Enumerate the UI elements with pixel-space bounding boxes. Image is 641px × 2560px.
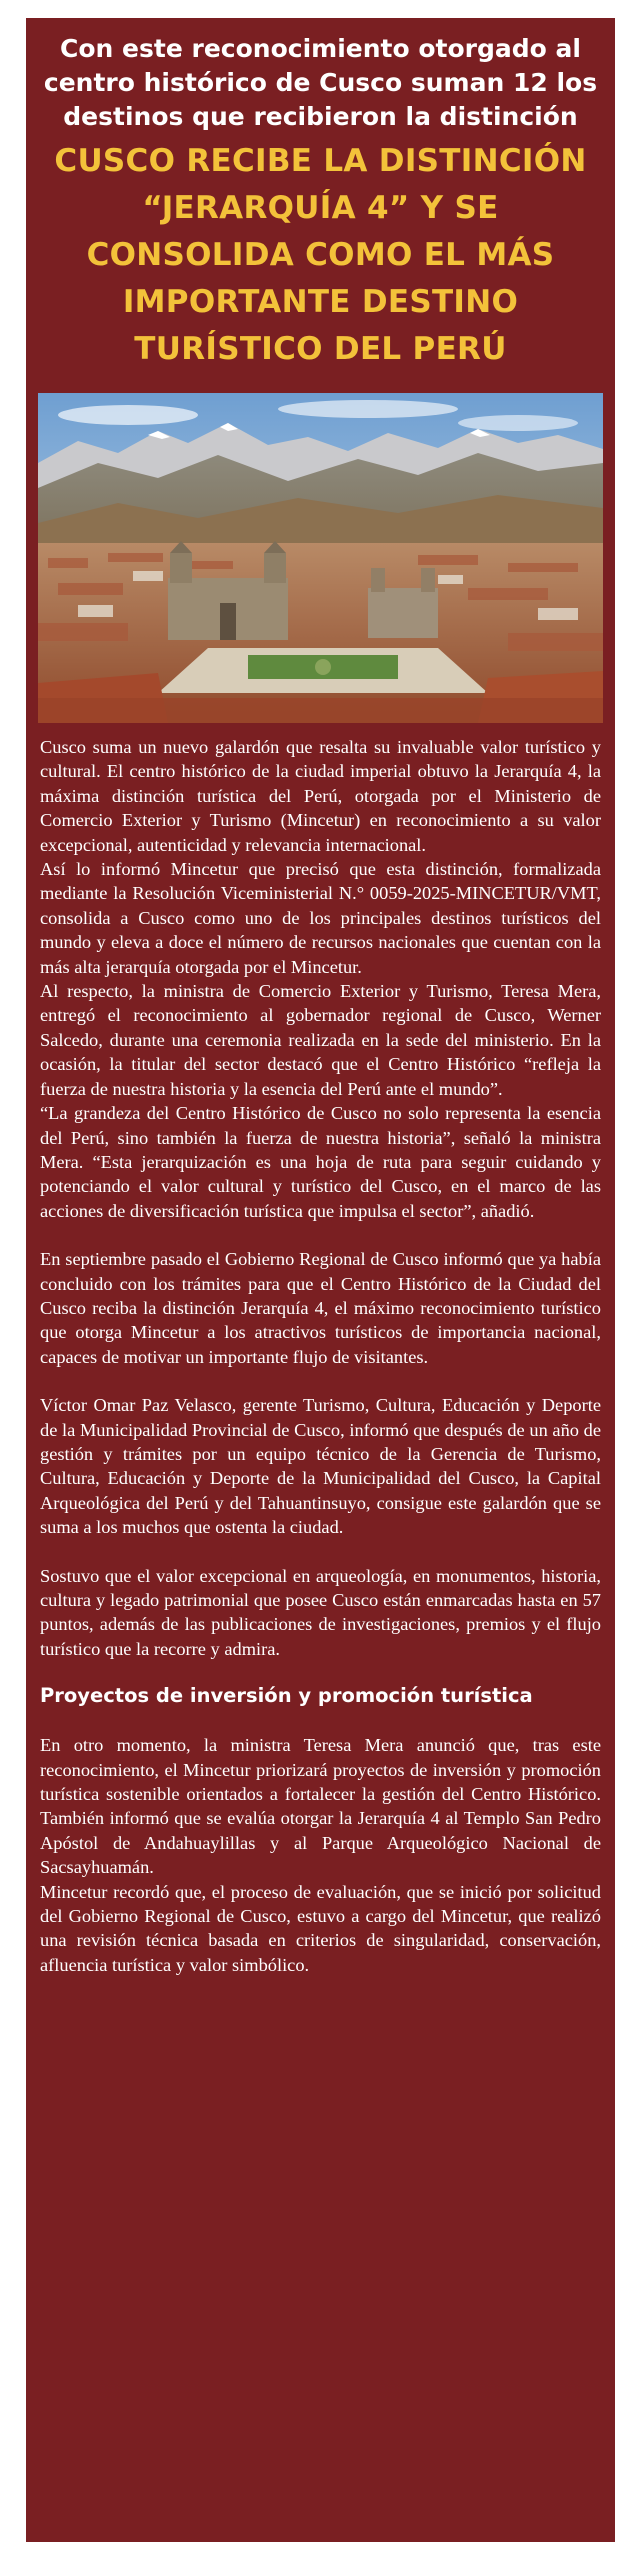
section-subhead: Proyectos de inversión y promoción turística bbox=[40, 1684, 533, 1708]
body-paragraph: Mincetur recordó que, el proceso de evaluación, que se inició por solicitud del Gobierno Regional de Cusco, estuvo a cargo del Mincetur, que realizó una revisión técnica basada en criterios de singularidad, conservación, afluencia turística y valor simbólico. bbox=[40, 1881, 601, 1975]
body-paragraph: En otro momento, la ministra Teresa Mera anunció que, tras este reconocimiento, el Mincetur priorizará proyectos de inversión y promoción turística sostenible orientados a fortalecer la gestión del Centro Histórico. También informó que se evalúa otorgar la Jerarquía 4 al Templo San Pedro Apóstol de Andahuaylillas y al Parque Arqueológico Nacional de Sacsayhuamán. bbox=[40, 1735, 601, 1878]
article-panel bbox=[26, 18, 615, 2542]
body-paragraph: Al respecto, la ministra de Comercio Exterior y Turismo, Teresa Mera, entregó el reconocimiento al gobernador regional de Cusco, Werner Salcedo, durante una ceremonia realizada en la sede del ministerio. En la ocasión, la titular del sector destacó que el Centro Histórico “refleja la fuerza de nuestra historia y la esencia del Perú ante el mundo”. bbox=[40, 981, 601, 1099]
body-paragraph: Víctor Omar Paz Velasco, gerente Turismo, Cultura, Educación y Deporte de la Municipalidad Provincial de Cusco, informó que después de un año de gestión y trámites por un equipo técnico de la Gerencia de Turismo, Cultura, Educación y Deporte de la Municipalidad del Cusco, la Capital Arqueológica del Perú y del Tahuantinsuyo, consigue este galardón que se suma a los muchos que ostenta la ciudad. bbox=[40, 1395, 601, 1538]
body-paragraph: En septiembre pasado el Gobierno Regional de Cusco informó que ya había concluido con los trámites para que el Centro Histórico de la Ciudad del Cusco reciba la distinción Jerarquía 4, el máximo reconocimiento turístico que otorga Mincetur a los atractivos turísticos de importancia nacional, capaces de motivar un importante flujo de visitantes. bbox=[40, 1249, 601, 1367]
body-paragraph: Cusco suma un nuevo galardón que resalta su invaluable valor turístico y cultural. El centro histórico de la ciudad imperial obtuvo la Jerarquía 4, la máxima distinción turística del Perú, otorgada por el Ministerio de Comercio Exterior y Turismo (Mincetur) en reconocimiento a su valor excepcional, autenticidad y relevancia internacional. bbox=[40, 737, 601, 855]
body-paragraph: “La grandeza del Centro Histórico de Cusco no solo representa la esencia del Perú, sino también la fuerza de nuestra historia”, señaló la ministra Mera. “Esta jerarquización es una hoja de ruta para seguir cuidando y potenciando el valor cultural y turístico del Cusco, en el marco de las acciones de diversificación turística que impulsa el sector”, añadió. bbox=[40, 1103, 601, 1221]
article-body bbox=[40, 735, 601, 1977]
cusco-plaza-photo bbox=[38, 393, 603, 723]
article-headline: CUSCO RECIBE LA DISTINCIÓN “JERARQUÍA 4” Y SE CONSOLIDA COMO EL MÁS IMPORTANTE DESTINO TURÍSTICO DEL PERÚ bbox=[54, 143, 587, 367]
body-paragraph: Así lo informó Mincetur que precisó que esta distinción, formalizada mediante la Resolución Viceministerial N.° 0059-2025-MINCETUR/VMT, consolida a Cusco como uno de los principales destinos turísticos del mundo y eleva a doce el número de recursos nacionales que cuentan con la más alta jerarquía otorgada por el Mincetur. bbox=[40, 859, 601, 977]
body-paragraph: Sostuvo que el valor excepcional en arqueología, en monumentos, historia, cultura y legado patrimonial que posee Cusco están enmarcadas hasta en 57 puntos, además de las publicaciones de investigaciones, premios y el flujo turístico que la recorre y admira. bbox=[40, 1565, 601, 1659]
article-kicker: Con este reconocimiento otorgado al centro histórico de Cusco suman 12 los destinos que recibieron la distinción bbox=[43, 34, 598, 131]
